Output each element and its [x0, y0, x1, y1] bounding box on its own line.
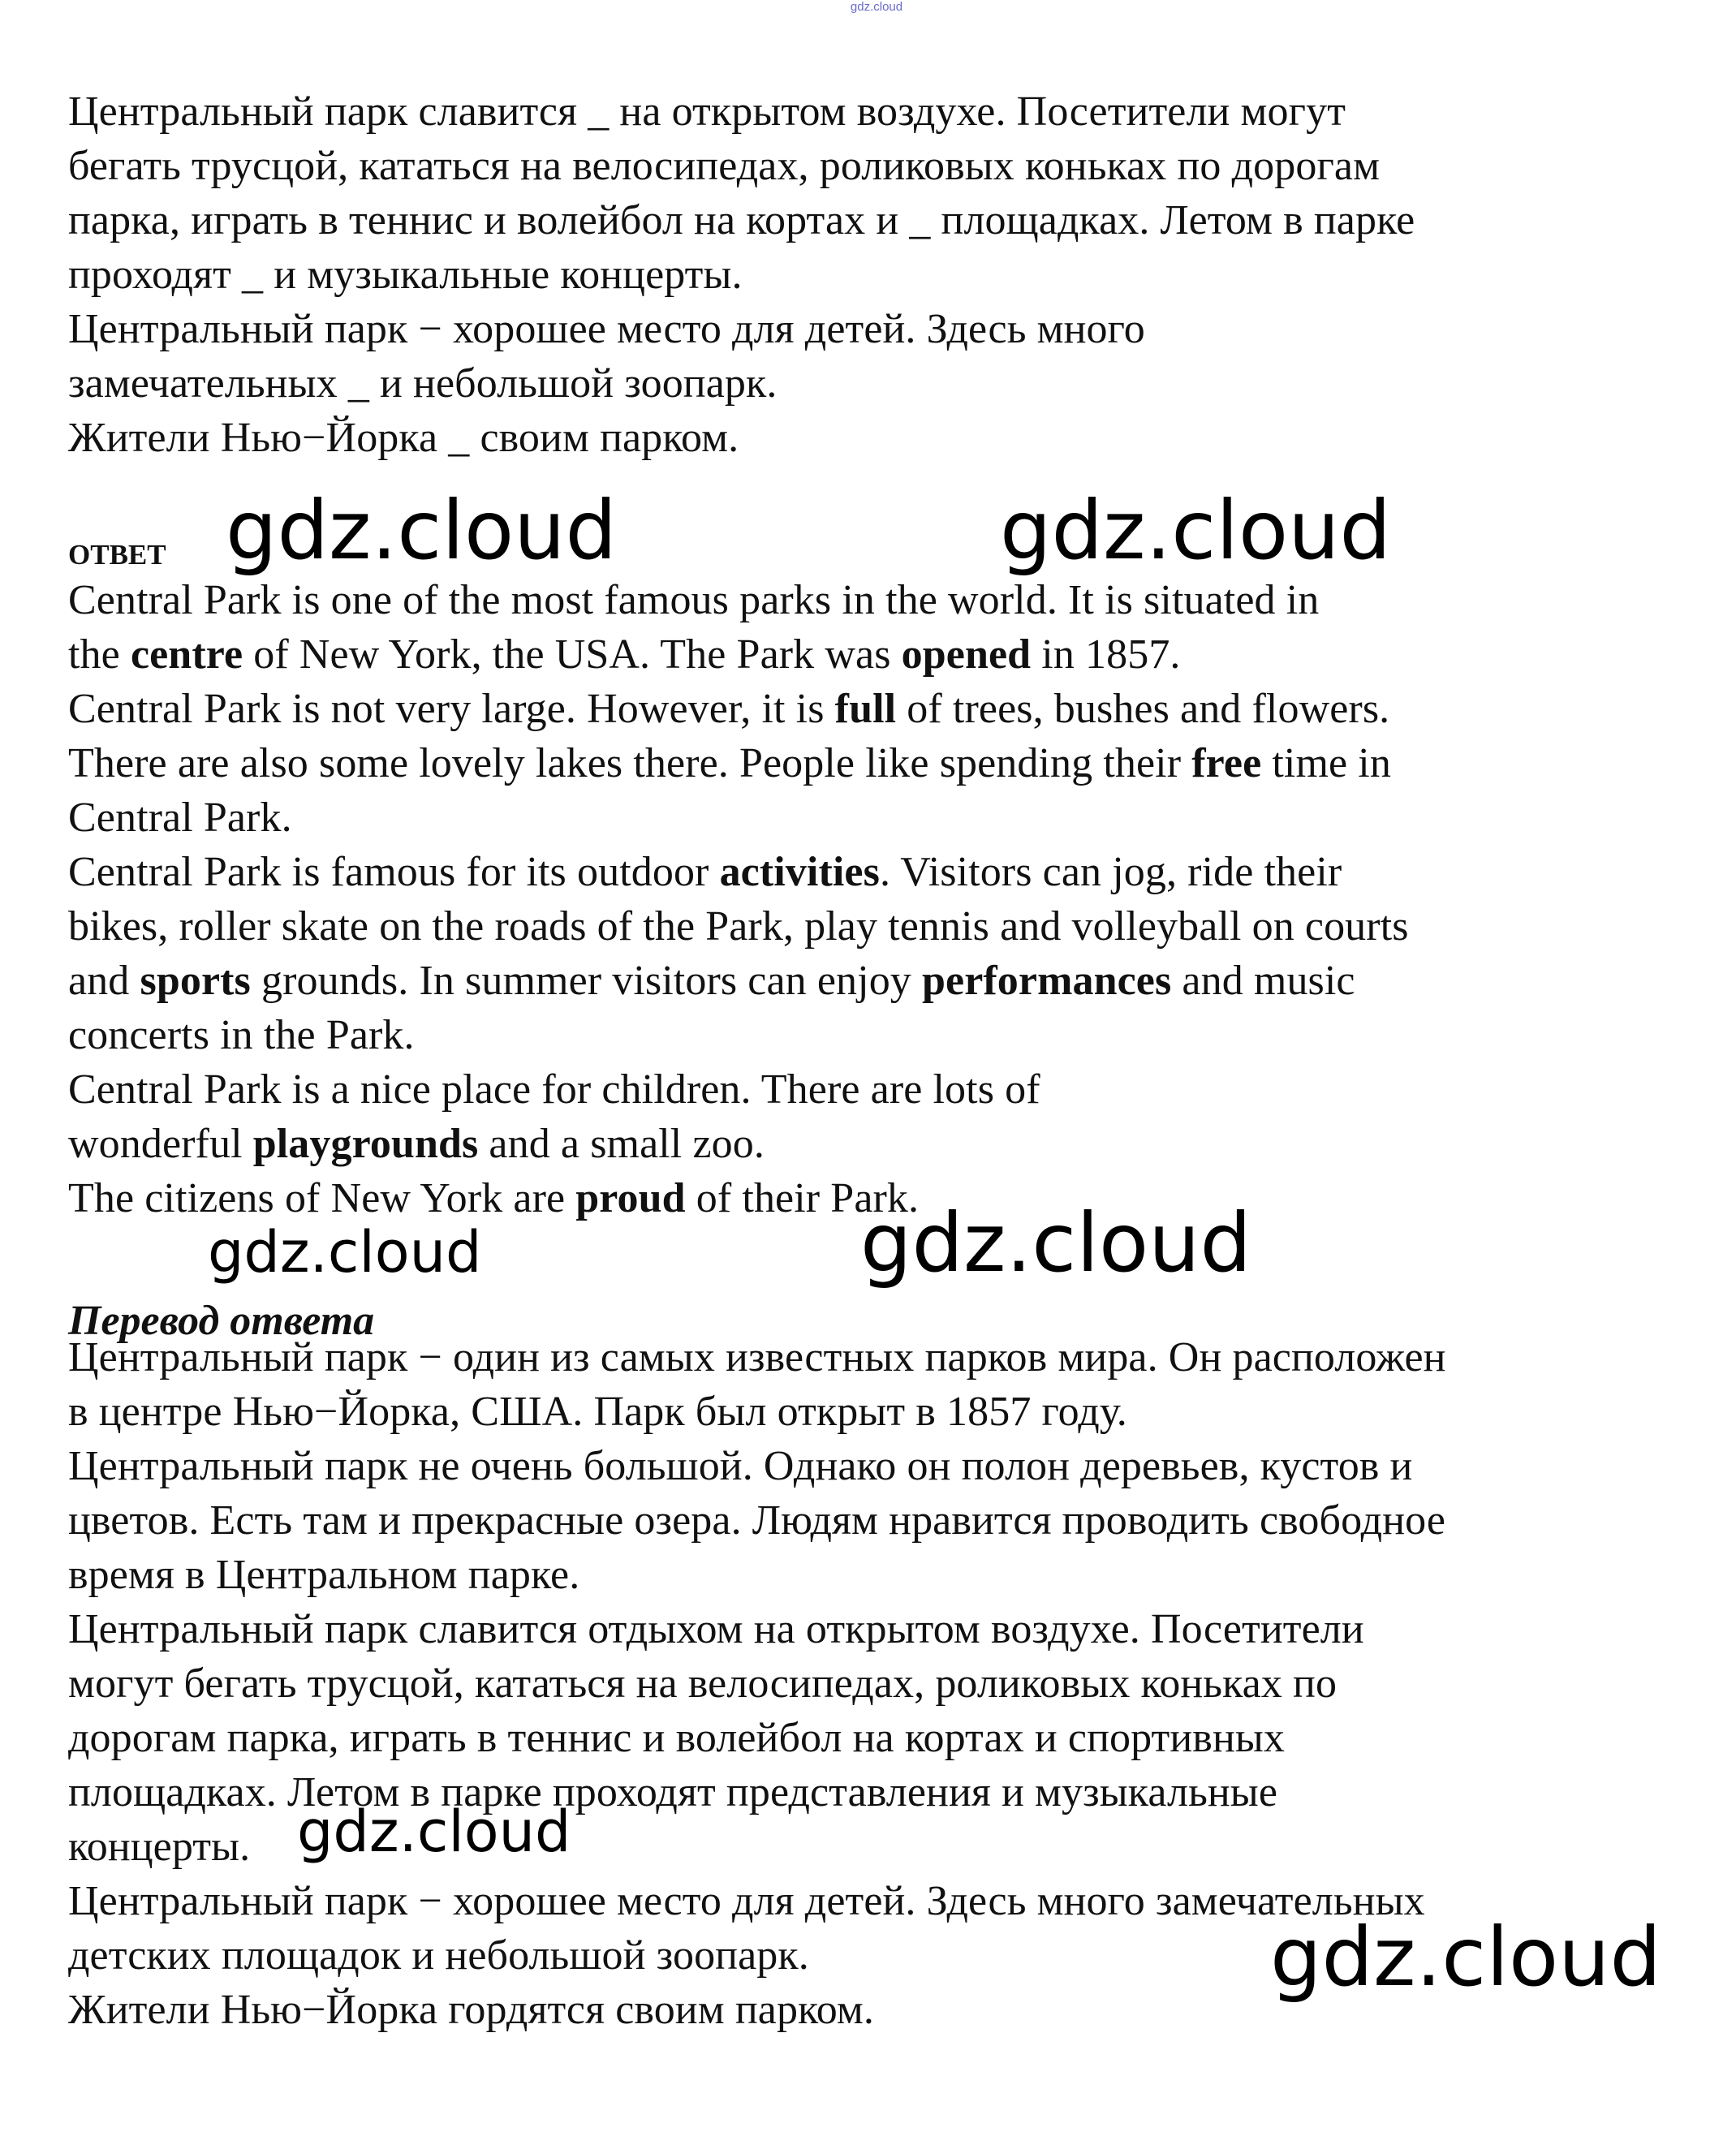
answer-keyword: full: [834, 686, 897, 732]
answer-text: the: [68, 631, 131, 678]
answer-keyword: centre: [130, 631, 243, 678]
site-mark: gdz.cloud: [850, 0, 903, 14]
watermark: gdz.cloud: [1000, 483, 1392, 578]
answer-line: [68, 1120, 765, 1169]
answer-keyword: performances: [922, 958, 1172, 1004]
watermark: gdz.cloud: [860, 1195, 1252, 1290]
answer-text: and music: [1171, 958, 1355, 1004]
watermark: gdz.cloud: [226, 483, 618, 578]
answer-keyword: free: [1191, 740, 1262, 786]
translation-line: в центре Нью−Йорка, США. Парк был открыт в 1857 году.: [68, 1389, 1127, 1435]
translation-line: Центральный парк славится отдыхом на открытом воздухе. Посетители: [68, 1606, 1364, 1652]
answer-text: Central Park is not very large. However, it is: [68, 686, 835, 732]
translation-line: дорогам парка, играть в теннис и волейбол на кортах и спортивных: [68, 1715, 1286, 1761]
watermark: gdz.cloud: [1270, 1910, 1662, 2005]
answer-line: [68, 848, 1342, 897]
answer-text: bikes, roller skate on the roads of the Park, play tennis and volleyball on courts: [68, 903, 1409, 950]
translation-line: цветов. Есть там и прекрасные озера. Людям нравится проводить свободное: [68, 1497, 1446, 1544]
translation-line: могут бегать трусцой, кататься на велосипедах, роликовых коньках по: [68, 1660, 1338, 1707]
answer-text: of trees, bushes and flowers.: [896, 686, 1390, 732]
translation-line: Центральный парк − хорошее место для детей. Здесь много замечательных: [68, 1878, 1425, 1924]
task-line: Центральный парк славится _ на открытом воздухе. Посетители могут: [68, 88, 1346, 135]
answer-text: time in: [1261, 740, 1391, 786]
answer-line: [68, 739, 1391, 788]
translation-line: Жители Нью−Йорка гордятся своим парком.: [68, 1987, 874, 2033]
answer-text: wonderful: [68, 1121, 253, 1167]
answer-line: [68, 1011, 415, 1060]
answer-keyword: proud: [575, 1175, 686, 1221]
translation-line: Центральный парк не очень большой. Однако он полон деревьев, кустов и: [68, 1443, 1413, 1489]
answer-line: [68, 902, 1409, 951]
answer-line: [68, 957, 1355, 1006]
task-line: бегать трусцой, кататься на велосипедах, роликовых коньках по дорогам: [68, 143, 1381, 189]
answer-keyword: opened: [901, 631, 1032, 678]
answer-line: [68, 631, 1181, 679]
translation-line: концерты.: [68, 1824, 251, 1870]
answer-text: Central Park is a nice place for children. There are lots of: [68, 1066, 1040, 1113]
watermark: gdz.cloud: [208, 1219, 482, 1286]
answer-text: . Visitors can jog, ride their: [879, 849, 1342, 895]
answer-text: There are also some lovely lakes there. People like spending their: [68, 740, 1192, 786]
answer-text: and a small zoo.: [478, 1121, 765, 1167]
answer-text: in 1857.: [1031, 631, 1181, 678]
answer-text: Central Park is one of the most famous parks in the world. It is situated in: [68, 577, 1320, 623]
answer-keyword: activities: [719, 849, 880, 895]
answer-text: of their Park.: [685, 1175, 920, 1221]
watermark: gdz.cloud: [297, 1798, 571, 1865]
answer-line: [68, 794, 292, 842]
task-line: парка, играть в теннис и волейбол на кортах и _ площадках. Летом в парке: [68, 197, 1415, 243]
answer-text: of New York, the USA. The Park was: [243, 631, 902, 678]
translation-line: площадках. Летом в парке проходят представления и музыкальные: [68, 1769, 1278, 1815]
answer-line: [68, 685, 1389, 734]
answer-text: Central Park is famous for its outdoor: [68, 849, 720, 895]
translation-line: Центральный парк − один из самых известных парков мира. Он расположен: [68, 1334, 1446, 1380]
answer-text: concerts in the Park.: [68, 1012, 415, 1058]
translation-line: время в Центральном парке.: [68, 1552, 580, 1598]
task-line: проходят _ и музыкальные концерты.: [68, 252, 743, 298]
answer-line: [68, 576, 1319, 625]
task-line: Жители Нью−Йорка _ своим парком.: [68, 415, 739, 461]
translation-heading: Перевод ответа: [68, 1298, 375, 1344]
answer-text: grounds. In summer visitors can enjoy: [250, 958, 922, 1004]
answer-line: [68, 1066, 1040, 1114]
answer-text: Central Park.: [68, 795, 292, 841]
task-line: замечательных _ и небольшой зоопарк.: [68, 360, 778, 407]
answer-keyword: sports: [140, 958, 251, 1004]
task-line: Центральный парк − хорошее место для детей. Здесь много: [68, 306, 1145, 352]
translation-line: детских площадок и небольшой зоопарк.: [68, 1932, 809, 1979]
answer-line: [68, 1174, 919, 1223]
answer-keyword: playgrounds: [252, 1121, 479, 1167]
answer-text: and: [68, 958, 140, 1004]
answer-heading: ответ: [68, 528, 166, 573]
answer-text: The citizens of New York are: [68, 1175, 576, 1221]
